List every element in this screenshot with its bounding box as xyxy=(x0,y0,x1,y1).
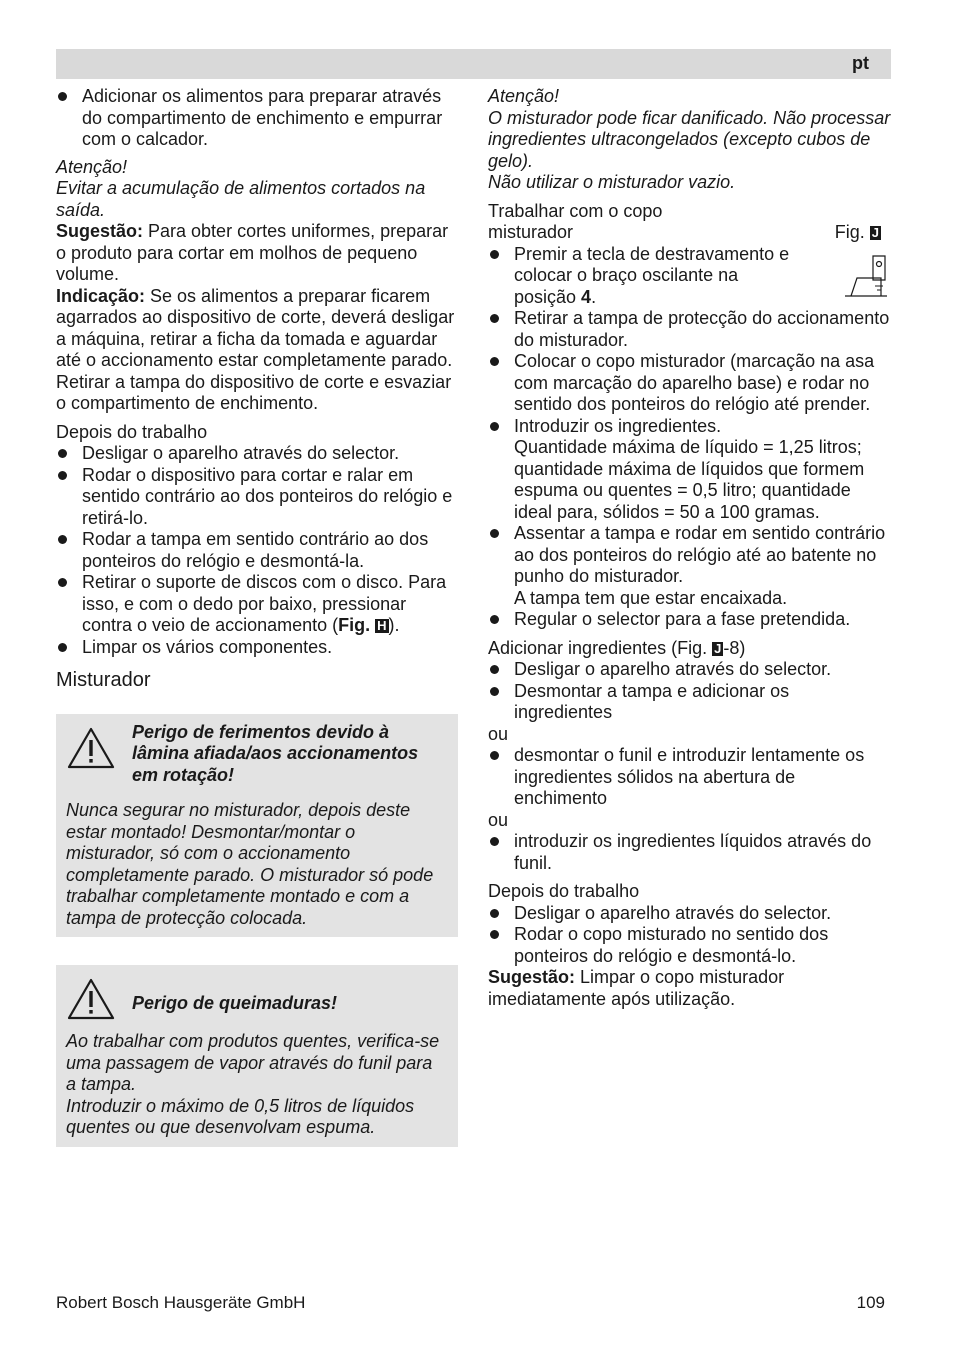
list-item-text: Retirar o suporte de discos com o disco. Para isso, e com o dedo por baixo, pressionar contra o veio de accionamento ( xyxy=(82,572,447,635)
fig-reference: Fig. xyxy=(338,615,376,635)
note-paragraph xyxy=(56,286,458,415)
fig-letter-badge: J xyxy=(871,225,879,240)
list-item: Limpar os vários componentes. xyxy=(56,637,458,659)
footer-company: Robert Bosch Hausgeräte GmbH xyxy=(56,1293,306,1312)
list-item xyxy=(488,244,891,309)
tip-text: Para obter cortes uniformes, preparar o produto para cortar em molhos de pequeno volume. xyxy=(56,221,449,284)
warning-triangle-icon xyxy=(66,726,116,770)
attention-title: Atenção! xyxy=(56,156,128,177)
list-item-detail: Quantidade máxima de líquido = 1,25 litros; quantidade máxima de líquidos que formem espuma ou quentes = 0,5 litro; quantidade ideal para, sólidos = 50 a 100 gramas. xyxy=(514,437,865,522)
header-bar xyxy=(56,49,891,79)
list-item: Colocar o copo misturador (marcação na asa com marcação do aparelho base) e rodar no sentido dos ponteiros do relógio até prender. xyxy=(488,351,891,416)
intro-list xyxy=(56,86,458,151)
list-item: Rodar a tampa em sentido contrário ao dos ponteiros do relógio e desmontá-la. xyxy=(56,529,458,572)
heading-text: Adicionar ingredientes (Fig. xyxy=(488,637,713,658)
warning-box-injury xyxy=(56,714,458,938)
list-item-end: ). xyxy=(388,615,400,635)
add-list xyxy=(488,659,891,724)
page-number: 109 xyxy=(856,1293,885,1312)
work-heading-row xyxy=(488,222,891,244)
warning-text: Ao trabalhar com produtos quentes, verifica-se uma passagem de vapor através do funil para a tampa. xyxy=(66,1031,440,1094)
list-item xyxy=(488,416,891,524)
list-item: introduzir os ingredientes líquidos através do funil. xyxy=(488,831,891,874)
list-item: Desligar o aparelho através do selector. xyxy=(56,443,458,465)
list-item-text: Assentar a tampa e rodar em sentido contrário ao dos ponteiros do relógio até ao batente no punho do misturador. xyxy=(514,523,886,586)
add-ingredients-heading xyxy=(488,638,891,660)
fig-reference-text: Fig. xyxy=(834,222,870,242)
funnel-list xyxy=(488,745,891,810)
appliance-arm-icon xyxy=(841,252,891,300)
attention-text: Evitar a acumulação de alimentos cortados na saída. xyxy=(56,178,426,220)
attention-text: O misturador pode ficar danificado. Não processar ingredientes ultracongelados (excepto cubos de gelo). xyxy=(488,107,891,171)
or-text: ou xyxy=(488,723,509,744)
right-column xyxy=(488,86,891,1010)
section-title: Misturador xyxy=(56,669,151,691)
note-label: Indicação: xyxy=(56,285,146,306)
tip-paragraph xyxy=(56,221,458,286)
warning-text: Introduzir o máximo de 0,5 litros de líquidos quentes ou que desenvolvam espuma. xyxy=(66,1095,415,1137)
list-item-text: Premir a tecla de destravamento e colocar o braço oscilante na posição xyxy=(514,243,790,307)
after-work-list xyxy=(56,443,458,658)
attention-title: Atenção! xyxy=(488,86,560,106)
liquid-list xyxy=(488,831,891,874)
tip-text: Limpar o copo misturador imediatamente após utilização. xyxy=(488,967,785,1009)
list-item-end: . xyxy=(591,286,597,307)
warning-title: Perigo de ferimentos devido à lâmina afiada/aos accionamentos em rotação! xyxy=(132,721,419,785)
list-item: Regular o selector para a fase pretendida. xyxy=(488,609,891,631)
after-work-list xyxy=(488,903,891,968)
note-text: Se os alimentos a preparar ficarem agarrados ao dispositivo de corte, deverá desligar a máquina, retirar a ficha da tomada e aguardar até o accionamento estar completamente parado. Retirar a tampa do dispositivo de corte e esvaziar o compartimento de enchimento. xyxy=(56,285,455,413)
work-heading: Trabalhar com o copo xyxy=(488,200,663,221)
left-column xyxy=(56,86,458,1147)
warning-box-burn xyxy=(56,965,458,1147)
tip-label: Sugestão: xyxy=(56,221,144,241)
warning-title: Perigo de queimaduras! xyxy=(132,993,338,1014)
attention-text: Não utilizar o misturador vazio. xyxy=(488,172,736,192)
list-item xyxy=(56,572,458,637)
position-number: 4 xyxy=(581,286,592,307)
list-item-detail: A tampa tem que estar encaixada. xyxy=(514,587,788,608)
list-item-text: Introduzir os ingredientes. xyxy=(514,415,722,436)
tip-label: Sugestão: xyxy=(488,967,576,987)
list-item: Desligar o aparelho através do selector. xyxy=(488,903,891,925)
list-item: Rodar o copo misturado no sentido dos ponteiros do relógio e desmontá-lo. xyxy=(488,924,891,967)
tip-paragraph xyxy=(488,967,891,1010)
list-item: Adicionar os alimentos para preparar através do compartimento de enchimento e empurrar com o calcador. xyxy=(56,86,458,151)
list-item: Retirar a tampa de protecção do accionamento do misturador. xyxy=(488,308,891,351)
fig-letter-badge: J xyxy=(714,640,722,656)
list-item: Rodar o dispositivo para cortar e ralar em sentido contrário ao dos ponteiros do relógio e retirá-lo. xyxy=(56,465,458,530)
or-text: ou xyxy=(488,809,509,830)
work-heading-cont: misturador xyxy=(488,222,574,242)
warning-text: Nunca segurar no misturador, depois deste estar montado! Desmontar/montar o misturador, só com o accionamento completamente parado. O misturador só pode trabalhar completamente montado e com a tampa de protecção colocada. xyxy=(66,800,434,928)
work-list xyxy=(488,244,891,631)
heading-text: -8) xyxy=(723,637,746,658)
language-code: pt xyxy=(852,53,869,73)
after-work-heading: Depois do trabalho xyxy=(56,421,208,442)
fig-letter-badge: H xyxy=(377,618,387,633)
fig-reference xyxy=(835,222,881,244)
after-work-heading: Depois do trabalho xyxy=(488,881,640,901)
list-item: Desmontar a tampa e adicionar os ingredientes xyxy=(488,681,891,724)
list-item: Desligar o aparelho através do selector. xyxy=(488,659,891,681)
list-item xyxy=(488,523,891,609)
warning-triangle-icon xyxy=(66,977,116,1021)
list-item: desmontar o funil e introduzir lentamente os ingredientes sólidos na abertura de enchimento xyxy=(488,745,891,810)
